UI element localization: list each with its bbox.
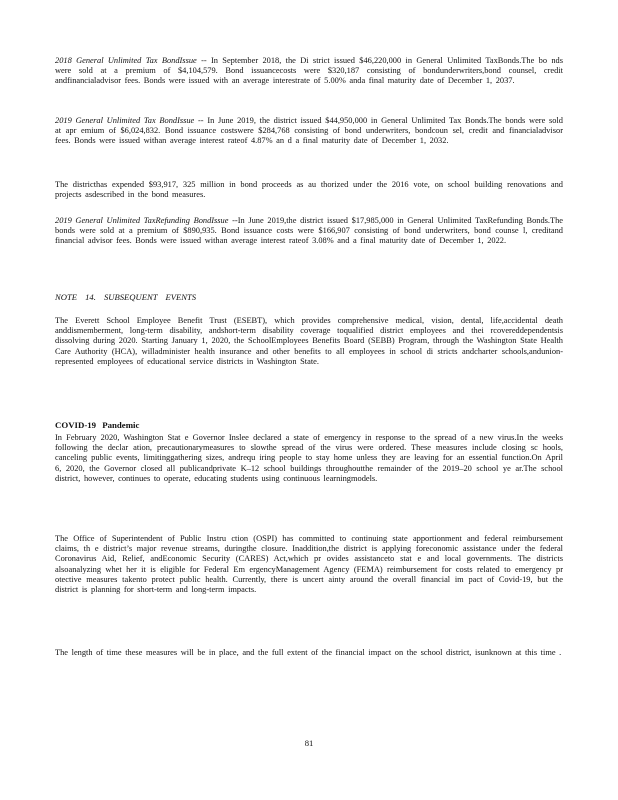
bond-issue-text: --In June 2019,the district issued $17,985,000 in General Unlimited TaxRefunding Bonds.The bonds were sold at a premium of $890,935. Bond issuance costs were $166,907 consisting of bond underwriters, bond counse l, creditand financial advisor fees. Bonds were issued withan average interest rateof 3.08% and a final maturity date of December 1, 2022.	[55, 216, 564, 246]
paragraph-covid-emergency	[55, 433, 563, 484]
ospi-funding-text: The Office of Superintendent of Public Instru ction (OSPI) has committed to continuing state apportionment and federal reimbursement claims, th e district’s major revenue streams, duringthe closure. Inaddition,the district is applying foreconomic assistance under the federal Coronavirus Aid, Relief, andEconomic Security (CARES) Act,which pr ovides assistanceto stat e and local governments. The districts alsoanalyzing whet her it is eligible for Federal Em ergencyManagement Agency (FEMA) reimbursement for costs related to emergency pr otective measures takento protect public health. Currently, there is uncert ainty around the overall financial im pact of Covid-19, but the district is planning for short-term and long-term impacts.	[55, 534, 563, 595]
bond-issue-title: 2019 General Unlimited TaxRefunding BondIssue	[55, 216, 229, 225]
bond-issue-text: -- In June 2019, the district issued $44,950,000 in General Unlimited Tax Bonds.The bonds were sold at apr emium of $6,024,832. Bond issuance costswere $284,768 consisting of bond underwriters, bondcoun sel, credit and financialadvisor fees. Bonds were issued withan average interest rateof 4.87% an d a final maturity date of December 1, 2032.	[55, 116, 563, 146]
paragraph-ospi-funding	[55, 534, 563, 595]
paragraph-financial-impact	[55, 648, 563, 658]
sebb-text: The Everett School Employee Benefit Trust (ESEBT), which provides comprehensive medical, vision, dental, life,accidental death anddismemberment, long-term disability, andshort-term disability coverage toqualified district employees and thei rcovereddependentsis dissolving during 2020. Starting January 1, 2020, the SchoolEmployees Benefits Board (SEBB) Program, through the Washington State Health Care Authority (HCA), willadminister health insurance and other benefits to all employees in school di stricts andcharter schools,andunion-represented employees of educational service districts in Washington State.	[55, 316, 563, 366]
financial-impact-text: The length of time these measures will be in place, and the full extent of the financial impact on the school district, isunknown at this time .	[55, 648, 562, 657]
paragraph-2019-bond-issue	[55, 116, 563, 147]
bond-issue-title: 2018 General Unlimited Tax BondIssue	[55, 56, 197, 65]
page-number: 81	[304, 738, 314, 748]
paragraph-bond-proceeds	[55, 180, 563, 200]
note-14-heading: NOTE 14. SUBSEQUENT EVENTS	[55, 292, 197, 302]
paragraph-2019-refunding-bond-issue	[55, 216, 563, 247]
paragraph-sebb-program	[55, 316, 563, 367]
bond-proceeds-text: The districthas expended $93,917, 325 million in bond proceeds as au thorized under the 2016 vote, on school building renovations and projects asdescribed in the bond measures.	[55, 180, 563, 200]
bond-issue-title: 2019 General Unlimited Tax BondIssue	[55, 116, 195, 125]
covid-emergency-text: In February 2020, Washington Stat e Governor Inslee declared a state of emergency in response to the spread of a new virus.In the weeks following the declar ation, precautionarymeasures to slowthe spread of the virus were ordered. These measures include closing sc hools, canceling public events, limitinggathering sizes, andrequ iring people to stay home unless they are leaving for an essential function.On April 6, 2020, the Governor closed all publicandprivate K–12 school buildings throughoutthe remainder of the 2019–20 school ye ar.The school district, however, continues to operate, educating students using continuous learningmodels.	[55, 433, 563, 483]
paragraph-2018-bond-issue	[55, 56, 563, 87]
covid-19-heading: COVID-19 Pandemic	[55, 420, 140, 430]
bond-issue-text: -- In September 2018, the Di strict issued $46,220,000 in General Unlimited TaxBonds.The bo nds were sold at a premium of $4,104,579. Bond issuancecosts were $320,187 consisting of bondunderwriters,bond counsel, credit andfinancialadvisor fees. Bonds were issued with an average interestrate of 5.00% anda final maturity date of December 1, 2037.	[55, 56, 564, 86]
